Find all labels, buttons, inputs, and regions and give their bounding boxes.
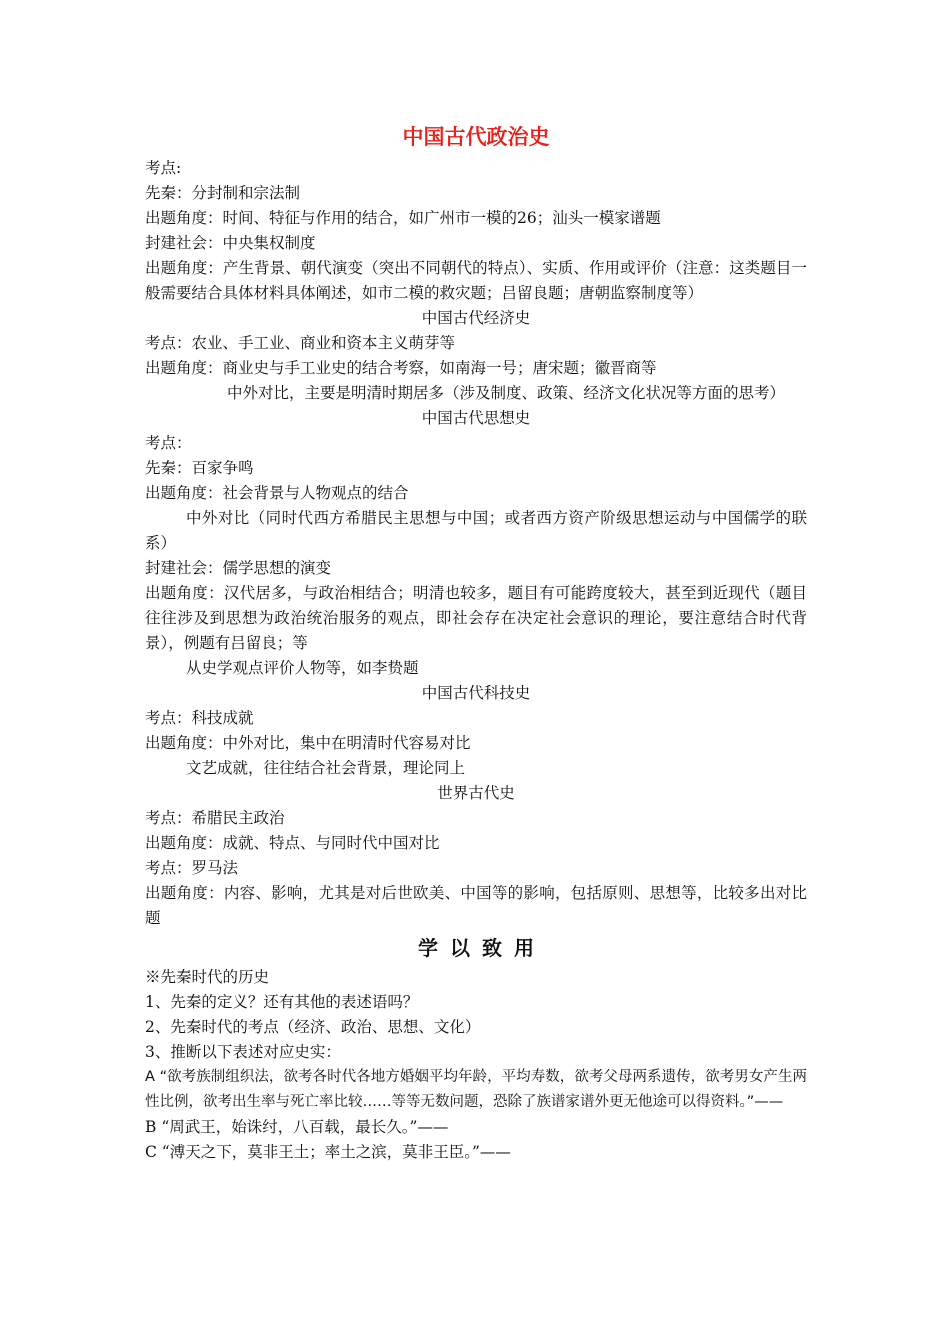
section-heading-thought: 中国古代思想史 [421, 409, 531, 427]
section-heading-world: 世界古代史 [437, 784, 515, 802]
text-line: 先秦：分封制和宗法制 [145, 184, 301, 202]
text-line: 出题角度：产生背景、朝代演变（突出不同朝代的特点）、实质、作用或评价（注意：这类题目一般需要结合具体材料具体阐述，如市二模的救灾题；吕留良题；唐朝监察制度等） [145, 259, 807, 302]
text-line: 中外对比，主要是明清时期居多（涉及制度、政策、经济文化状况等方面的思考） [227, 384, 786, 402]
quote-a: A “欲考族制组织法，欲考各时代各地方婚姻平均年龄，平均寿数，欲考父母两系遗传，欲考男女产生两性比例，欲考出生率与死亡率比较……等等无数问题，恐除了族谱家谱外更无他途可以得资料。”—— [145, 1069, 807, 1110]
page-title: 中国古代政治史 [402, 124, 550, 149]
text-line: ※先秦时代的历史 [145, 968, 270, 986]
text-line: 从史学观点评价人物等，如李贽题 [186, 659, 419, 677]
text-line: 先秦：百家争鸣 [145, 459, 254, 477]
text-line: 考点： [145, 434, 192, 452]
text-line: 2、先秦时代的考点（经济、政治、思想、文化） [145, 1018, 481, 1036]
text-line: 出题角度：中外对比，集中在明清时代容易对比 [145, 734, 471, 752]
text-line: 考点：科技成就 [145, 709, 254, 727]
text-line: 1、先秦的定义？还有其他的表述语吗？ [145, 993, 419, 1011]
section-heading-economic: 中国古代经济史 [421, 309, 531, 327]
text-line: 出题角度：内容、影响，尤其是对后世欧美、中国等的影响，包括原则、思想等，比较多出对比题 [145, 884, 807, 927]
text-line: 出题角度：成就、特点、与同时代中国对比 [145, 834, 440, 852]
text-line: 封建社会：儒学思想的演变 [145, 559, 332, 577]
text-line: 考点：希腊民主政治 [145, 809, 285, 827]
quote-b: B “周武王，始诛纣，八百载，最长久。”—— [145, 1118, 449, 1136]
text-line: 出题角度：汉代居多，与政治相结合；明清也较多，题目有可能跨度较大，甚至到近现代（题目往往涉及到思想为政治统治服务的观点，即社会存在决定社会意识的理论，要注意结合时代背景），例题有吕留良；等 [145, 584, 807, 652]
text-line: 出题角度：商业史与手工业史的结合考察，如南海一号；唐宋题；徽晋商等 [145, 359, 657, 377]
text-line: 考点：农业、手工业、商业和资本主义萌芽等 [145, 334, 456, 352]
text-line: 中外对比（同时代西方希腊民主思想与中国；或者西方资产阶级思想运动与中国儒学的联系） [145, 509, 807, 552]
text-line: 封建社会：中央集权制度 [145, 234, 316, 252]
text-line: 考点：罗马法 [145, 859, 239, 877]
text-line: 考点: [145, 159, 182, 177]
quote-c: C “溥天之下，莫非王土；率土之滨，莫非王臣。”—— [145, 1143, 511, 1161]
text-line: 文艺成就，往往结合社会背景，理论同上 [186, 759, 466, 777]
section-heading-practice: 学以致用 [418, 936, 546, 960]
document-page [145, 118, 807, 1165]
text-line: 3、推断以下表述对应史实： [145, 1043, 341, 1061]
text-line: 出题角度：时间、特征与作用的结合，如广州市一模的26；汕头一模家谱题 [145, 209, 661, 227]
text-line: 出题角度：社会背景与人物观点的结合 [145, 484, 409, 502]
section-heading-science: 中国古代科技史 [421, 684, 531, 702]
